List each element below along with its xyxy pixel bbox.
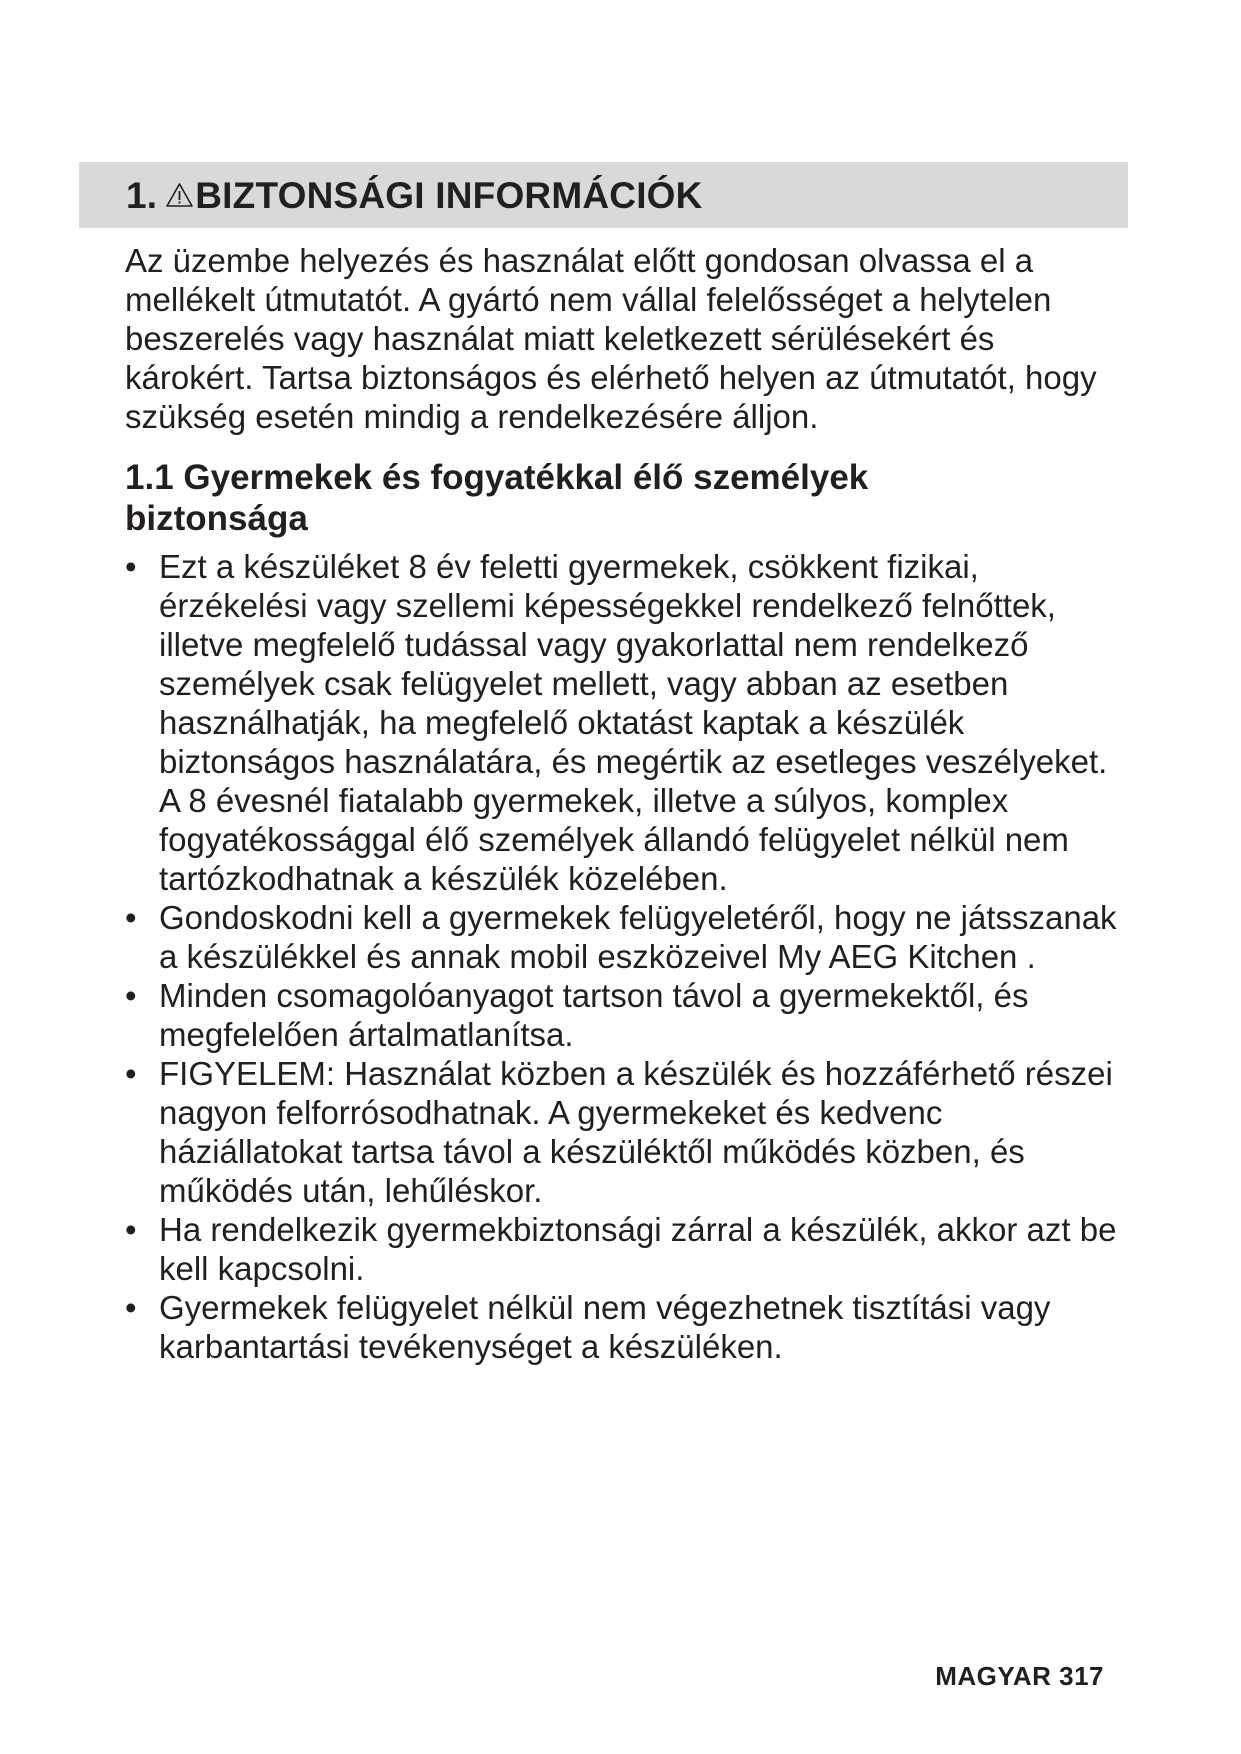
list-item-text: Ezt a készüléket 8 év feletti gyermekek, csökkent fizikai, érzékelési vagy szellemi képességekkel rendelkező felnőttek, illetve megfelelő tudással vagy gyakorlattal nem rendelkező személyek csak felügyelet mellett, vagy abban az esetben használhatják, ha megfelelő oktatást kaptak a készülék biztonságos használatára, és megértik az esetleges veszélyeket. A 8 évesnél fiatalabb gyermekek, illetve a súlyos, komplex fogyatékossággal élő személyek állandó felügyelet nélkül nem tartózkodhatnak a készülék közelében. <box>159 548 1108 897</box>
subsection-title: 1.1 Gyermekek és fogyatékkal élő személyek biztonsága <box>125 458 869 538</box>
list-item <box>125 547 1125 898</box>
page-number: 317 <box>1059 1661 1104 1691</box>
list-item <box>125 1288 1125 1366</box>
warning-triangle-icon <box>165 182 194 208</box>
list-item <box>125 1054 1125 1210</box>
list-item-text: Ha rendelkezik gyermekbiztonsági zárral a készülék, akkor azt be kell kapcsolni. <box>159 1211 1117 1287</box>
page-content <box>125 241 1125 1366</box>
section-title <box>126 174 703 216</box>
footer-language: MAGYAR <box>935 1661 1052 1691</box>
list-item <box>125 976 1125 1054</box>
bullet-icon: • <box>125 1211 137 1248</box>
bullet-icon: • <box>125 899 137 936</box>
section-header <box>79 162 1128 228</box>
bullet-icon: • <box>125 548 137 585</box>
bullet-icon: • <box>125 977 137 1014</box>
intro-paragraph: Az üzembe helyezés és használat előtt gondosan olvassa el a mellékelt útmutatót. A gyártó nem vállal felelősséget a helytelen beszerelés vagy használat miatt keletkezett sérülésekért és károkért. Tartsa biztonságos és elérhető helyen az útmutatót, hogy szükség esetén mindig a rendelkezésére álljon. <box>125 242 1097 435</box>
list-item-text: Gyermekek felügyelet nélkül nem végezhetnek tisztítási vagy karbantartási tevékenységet a készüléken. <box>159 1289 1051 1365</box>
list-item <box>125 1210 1125 1288</box>
safety-list <box>125 547 1125 1366</box>
list-item-text: FIGYELEM: Használat közben a készülék és hozzáférhető részei nagyon felforrósodhatnak. A gyermekeket és kedvenc háziállatokat tartsa távol a készüléktől működés közben, és működés után, lehűléskor. <box>159 1055 1113 1209</box>
bullet-icon: • <box>125 1055 137 1092</box>
list-item-text: Gondoskodni kell a gyermekek felügyeletéről, hogy ne játsszanak a készülékkel és annak mobil eszközeivel My AEG Kitchen . <box>159 899 1117 975</box>
section-title-text: BIZTONSÁGI INFORMÁCIÓK <box>195 174 703 216</box>
list-item-text: Minden csomagolóanyagot tartson távol a gyermekektől, és megfelelően ártalmatlanítsa. <box>159 977 1029 1053</box>
list-item <box>125 898 1125 976</box>
page-footer <box>935 1661 1104 1692</box>
section-number: 1. <box>126 174 158 216</box>
bullet-icon: • <box>125 1289 137 1326</box>
